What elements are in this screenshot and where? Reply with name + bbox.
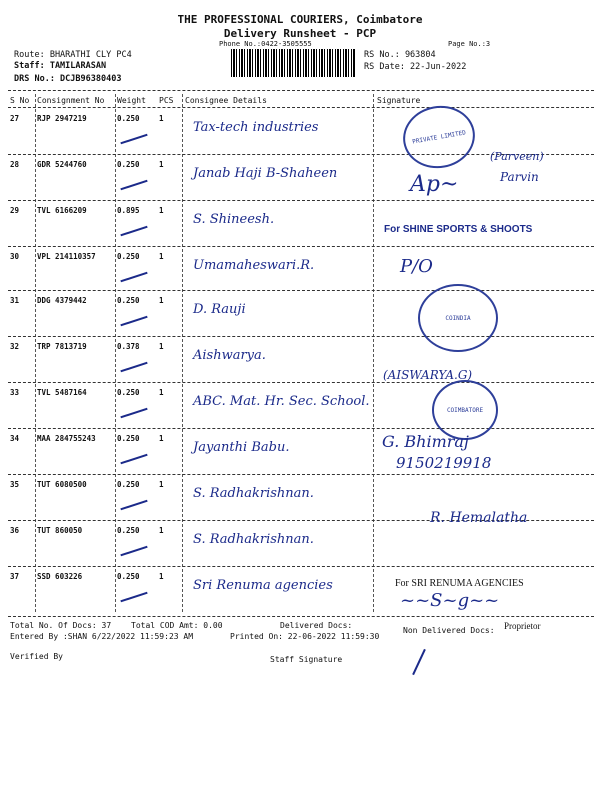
page-number: Page No.:3 [448,40,491,48]
row-consignment: TVL 6166209 [37,206,87,215]
row-weight: 0.250 [117,388,140,397]
col-sno: S No [10,96,30,105]
route: Route: BHARATHI CLY PC4 [14,50,132,60]
row-tick-mark [120,362,147,373]
row-consignee: Janab Haji B-Shaheen [193,166,338,181]
row-weight: 0.895 [117,206,140,215]
row-tick-mark [120,500,147,511]
row-sno: 37 [10,572,20,581]
signature-28a: (Parveen) [490,150,544,163]
row-sno: 34 [10,434,20,443]
row-pcs: 1 [159,252,164,261]
school-stamp: COIMBATORE [432,380,498,440]
non-delivered-docs: Non Delivered Docs: [403,626,495,635]
row-tick-mark [120,180,147,191]
col-weight: Weight [117,96,146,105]
row-weight: 0.250 [117,160,140,169]
signature-28-mark: Ap~ [410,172,459,197]
drs-number: DRS No.: DCJB96380403 [14,74,122,84]
row-consignment: VPL 214110357 [37,252,96,261]
row-pcs: 1 [159,526,164,535]
row-consignment: DDG 4379442 [37,296,87,305]
row-sno: 30 [10,252,20,261]
row-tick-mark [120,272,147,283]
row-divider [8,200,594,201]
delivered-docs: Delivered Docs: [280,621,353,630]
row-consignee: S. Radhakrishnan. [193,486,314,501]
row-sno: 35 [10,480,20,489]
row-consignee: ABC. Mat. Hr. Sec. School. [193,394,370,409]
row-consignment: GDR 5244760 [37,160,87,169]
row-pcs: 1 [159,572,164,581]
row-consignment: RJP 2947219 [37,114,87,123]
row-consignee: Aishwarya. [193,348,266,363]
row-consignee: S. Shineesh. [193,212,275,227]
row-tick-mark [120,226,147,237]
row-weight: 0.250 [117,526,140,535]
coindia-stamp: COINDIA [418,284,498,352]
row-weight: 0.378 [117,342,140,351]
signature-37-title: Proprietor [504,621,541,631]
row-consignment: MAA 284755243 [37,434,96,443]
row-consignment: TUT 860050 [37,526,83,535]
row-divider [8,290,594,291]
row-sno: 28 [10,160,20,169]
staff: Staff: TAMILARASAN [14,61,107,71]
row-pcs: 1 [159,388,164,397]
row-pcs: 1 [159,342,164,351]
row-divider [8,474,594,475]
company-name: THE PROFESSIONAL COURIERS, Coimbatore [177,13,423,26]
entered-by: Entered By :SHAN 6/22/2022 11:59:23 AM [10,632,194,641]
phone-number: Phone No.:0422-3505555 [219,40,312,48]
row-tick-mark [120,546,147,557]
row-pcs: 1 [159,160,164,169]
rs-date: RS Date: 22-Jun-2022 [364,62,467,72]
row-consignee: Sri Renuma agencies [193,578,333,593]
row-weight: 0.250 [117,252,140,261]
col-signature: Signature [377,96,421,105]
row-consignment: TUT 6080500 [37,480,87,489]
divider [8,107,594,108]
row-sno: 29 [10,206,20,215]
row-weight: 0.250 [117,296,140,305]
row-sno: 27 [10,114,20,123]
row-divider [8,428,594,429]
col-pcs: PCS [159,96,174,105]
row-pcs: 1 [159,480,164,489]
row-sno: 36 [10,526,20,535]
row-tick-mark [120,592,147,603]
signature-32: (AISWARYA.G) [383,368,473,382]
barcode [231,49,356,77]
signature-28b: Parvin [500,170,539,184]
signature-34b: 9150219918 [396,454,492,472]
row-consignee: Umamaheswari.R. [193,258,315,273]
signature-34a: G. Bhimraj [382,432,469,451]
verified-by: Verified By [10,652,63,661]
divider [8,616,594,617]
row-weight: 0.250 [117,572,140,581]
row-tick-mark [120,316,147,327]
row-pcs: 1 [159,296,164,305]
row-divider [8,566,594,567]
staff-signature: Staff Signature [270,655,343,664]
row-consignment: TVL 5487164 [37,388,87,397]
row-sno: 33 [10,388,20,397]
row-sno: 32 [10,342,20,351]
col-consignment: Consignment No [37,96,105,105]
row-divider [8,246,594,247]
row-consignee: D. Rauji [193,302,246,317]
row-consignee: Jayanthi Babu. [193,440,290,455]
signature-37-mark: ~~S~g~~ [400,590,500,611]
total-docs: Total No. Of Docs: 37 [10,621,112,630]
signature-37-stamp: For SRI RENUMA AGENCIES [395,578,524,589]
divider [8,90,594,91]
row-divider [8,382,594,383]
row-consignment: SSD 603226 [37,572,83,581]
row-tick-mark [120,408,147,419]
row-pcs: 1 [159,114,164,123]
row-consignee: S. Radhakrishnan. [193,532,314,547]
row-tick-mark [120,454,147,465]
row-weight: 0.250 [117,114,140,123]
row-consignee: Tax-tech industries [193,120,319,135]
row-weight: 0.250 [117,480,140,489]
total-cod: Total COD Amt: 0.00 [131,621,223,630]
col-consignee: Consignee Details [185,96,267,105]
row-tick-mark [120,134,147,145]
row-weight: 0.250 [117,434,140,443]
signature-35: R. Hemalatha [430,510,528,526]
row-pcs: 1 [159,434,164,443]
company-stamp: PRIVATE LIMITED [398,100,480,174]
row-divider [8,336,594,337]
row-consignment: TRP 7813719 [37,342,87,351]
col-sep [373,94,375,612]
rs-number: RS No.: 963804 [364,50,436,60]
runsheet-title: Delivery Runsheet - PCP [223,27,377,40]
col-sep [182,94,184,612]
printed-on: Printed On: 22-06-2022 11:59:30 [230,632,380,641]
signature-30: P/O [400,256,433,277]
signature-29-stamp: For SHINE SPORTS & SHOOTS [384,224,533,235]
staff-signature-mark [412,649,426,675]
row-sno: 31 [10,296,20,305]
row-pcs: 1 [159,206,164,215]
